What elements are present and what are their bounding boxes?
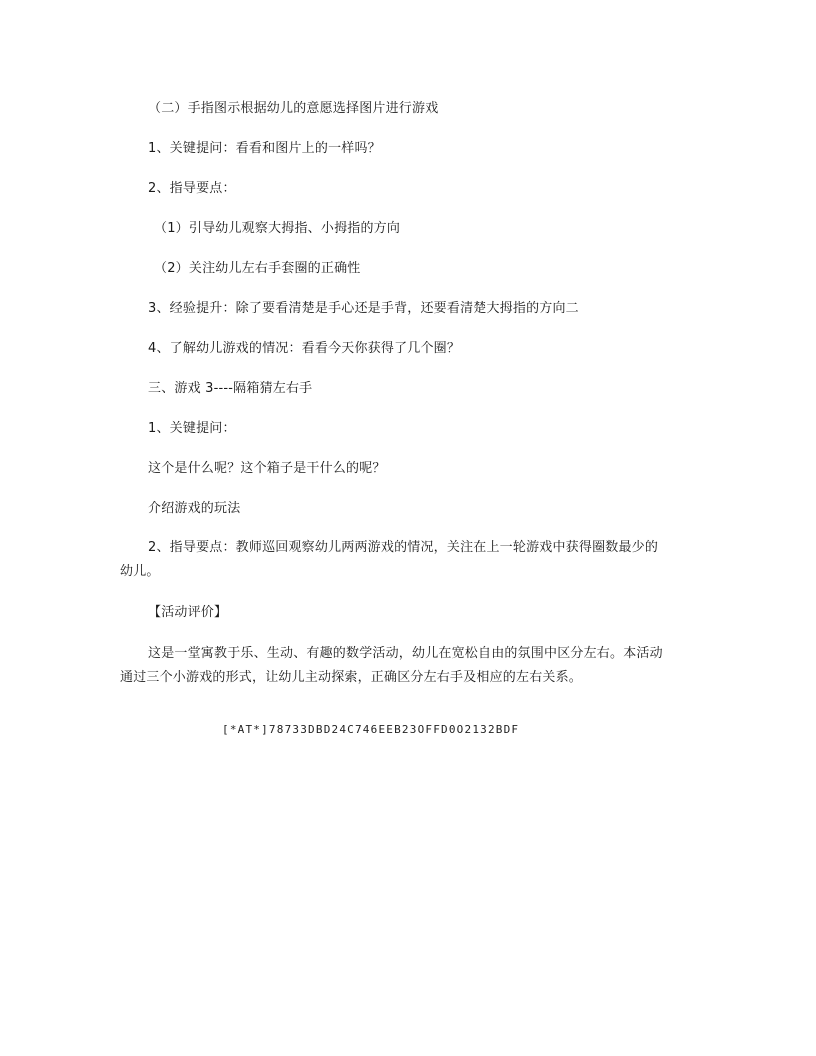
section-heading-finger-diagram: （二）手指图示根据幼儿的意愿选择图片进行游戏 <box>148 101 439 116</box>
game-rules-intro: 介绍游戏的玩法 <box>148 501 241 516</box>
evaluation-heading: 【活动评价】 <box>148 605 228 620</box>
key-question-1: 1、关键提问：看看和图片上的一样吗？ <box>148 141 381 156</box>
evaluation-paragraph: 这是一堂寓教于乐、生动、有趣的数学活动，幼儿在宽松自由的氛围中区分左右。本活动通过三个小游戏的形式，让幼儿主动探索，正确区分左右手及相应的左右关系。 <box>120 646 663 685</box>
guidance-point-2: （2）关注幼儿左右手套圈的正确性 <box>154 261 361 276</box>
experience-upgrade: 3、经验提升：除了要看清楚是手心还是手背，还要看清楚大拇指的方向二 <box>148 301 579 316</box>
document-code: [*AT*]78733DBD24C746EEB23OFFD0O2132BDF <box>222 723 520 736</box>
guidance-paragraph: 2、指导要点：教师巡回观察幼儿两两游戏的情况，关注在上一轮游戏中获得圈数最少的幼儿。 <box>120 540 659 579</box>
game-status-question: 4、了解幼儿游戏的情况：看看今天你获得了几个圈？ <box>148 341 461 356</box>
guidance-points-heading: 2、指导要点： <box>148 181 236 196</box>
section-heading-game-3: 三、游戏 3----隔箱猜左右手 <box>148 381 313 396</box>
box-question: 这个是什么呢？这个箱子是干什么的呢？ <box>148 461 386 476</box>
guidance-point-1: （1）引导幼儿观察大拇指、小拇指的方向 <box>154 221 401 236</box>
key-question-heading: 1、关键提问： <box>148 421 236 436</box>
